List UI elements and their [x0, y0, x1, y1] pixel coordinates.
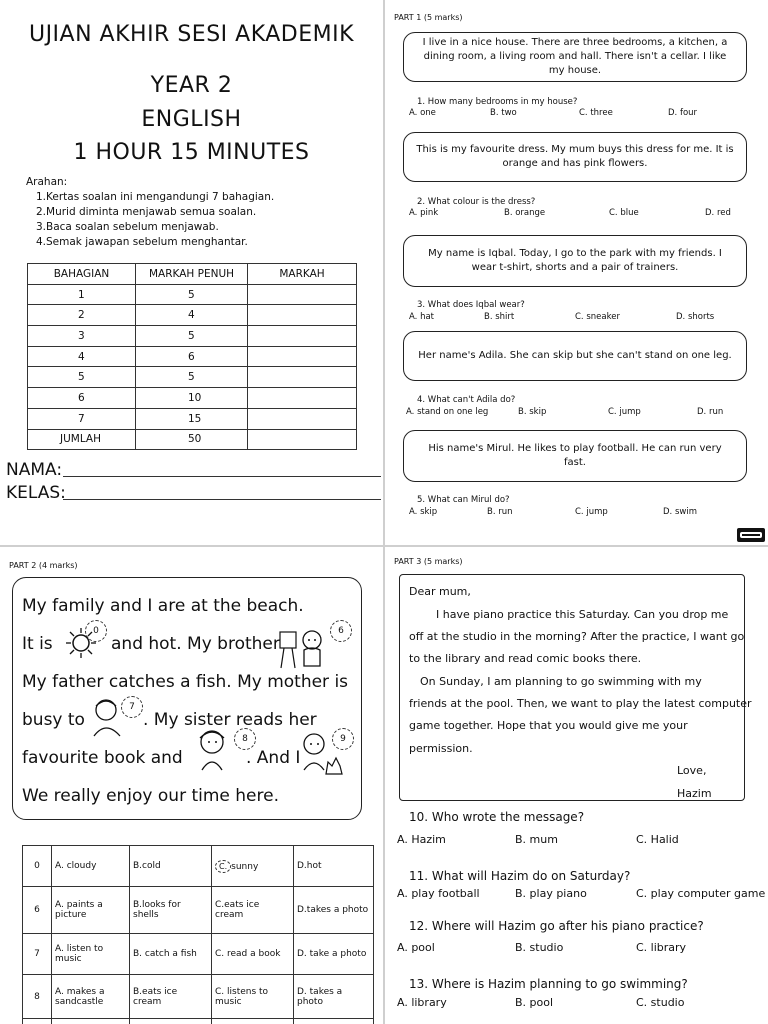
picture-number: 8 — [234, 728, 256, 750]
story-line — [22, 710, 85, 730]
cell-bahagian: 6 — [28, 388, 136, 409]
option-a[interactable]: A. cloudy — [52, 846, 130, 887]
nama-line — [63, 476, 381, 477]
story-text: . And I — [246, 748, 301, 768]
question-text: 13. Where is Hazim planning to go swimming? — [409, 977, 688, 991]
option-b[interactable]: B. play piano — [515, 887, 587, 900]
instruction-item: 2.Murid diminta menjawab semua soalan. — [36, 206, 257, 218]
table-row — [23, 887, 374, 934]
picture-number: 7 — [121, 696, 143, 718]
instructions-heading: Arahan: — [26, 176, 68, 188]
instruction-item: 3.Baca soalan sebelum menjawab. — [36, 221, 219, 233]
duration-label: 1 HOUR 15 MINUTES — [73, 140, 310, 165]
table-row — [23, 846, 374, 887]
option-d[interactable]: D. shorts — [676, 312, 715, 322]
option-c[interactable]: C. sneaker — [575, 312, 620, 322]
table-row — [28, 367, 357, 388]
table-row — [28, 408, 357, 429]
story-text: busy to — [22, 710, 85, 730]
cell-bahagian: 5 — [28, 367, 136, 388]
instructions — [26, 175, 274, 250]
cell-bahagian: 3 — [28, 326, 136, 347]
logo-mark-icon — [739, 530, 763, 540]
part2-options-table — [22, 845, 374, 1024]
cell-markah[interactable] — [248, 305, 357, 326]
picture-number: 9 — [332, 728, 354, 750]
subject-label: ENGLISH — [141, 107, 242, 132]
nama-label: NAMA: — [6, 460, 63, 480]
score-table-header — [28, 264, 357, 285]
cell-number: 0 — [23, 846, 52, 887]
table-row — [23, 1019, 374, 1024]
part2-label: PART 2 (4 marks) — [9, 561, 78, 570]
option-c[interactable]: C. jump — [575, 507, 608, 517]
cell-bahagian: 7 — [28, 408, 136, 429]
cell-markah-penuh: 10 — [136, 388, 248, 409]
option-a[interactable]: A. library — [397, 996, 447, 1009]
passage-box: I live in a nice house. There are three bedrooms, a kitchen, a dining room, a living room and hall. There isn't a cellar. I like my house. — [403, 32, 747, 82]
header-markah: MARKAH — [248, 264, 357, 285]
question-text: 3. What does Iqbal wear? — [417, 300, 525, 310]
option-c[interactable]: C. blue — [609, 208, 639, 218]
cell-markah[interactable] — [248, 388, 357, 409]
option-b[interactable]: B. skip — [518, 407, 547, 417]
option-c[interactable]: C.eats ice cream — [212, 887, 294, 934]
passage-box: Her name's Adila. She can skip but she can't stand on one leg. — [403, 331, 747, 381]
option-a[interactable]: A. pool — [397, 941, 435, 954]
cell-markah-penuh: 15 — [136, 408, 248, 429]
cell-total: 50 — [136, 429, 248, 450]
option-c[interactable]: C. Halid — [636, 833, 679, 846]
option-b[interactable]: B. pool — [515, 996, 554, 1009]
passage-box: His name's Mirul. He likes to play football. He can run very fast. — [403, 430, 747, 482]
cell-markah-penuh: 5 — [136, 284, 248, 305]
cell-markah[interactable] — [248, 346, 357, 367]
story-line: My father catches a fish. My mother is — [22, 672, 349, 692]
letter-signature: Hazim — [677, 787, 712, 800]
table-row — [28, 326, 357, 347]
option-c[interactable]: C. studio — [636, 996, 685, 1009]
instruction-item: 4.Semak jawapan sebelum menghantar. — [36, 236, 248, 248]
option-c[interactable] — [212, 846, 294, 887]
letter-closing: Love, — [677, 764, 707, 777]
cell-markah[interactable] — [248, 284, 357, 305]
nama-field[interactable] — [6, 460, 62, 480]
option-b[interactable]: B. orange — [504, 208, 546, 218]
cell-jumlah: JUMLAH — [28, 429, 136, 450]
horizontal-divider — [0, 545, 768, 547]
option-d[interactable]: D. take a photo — [294, 934, 374, 975]
letter-line: game together. Hope that you would give me your — [409, 719, 688, 732]
option-c[interactable]: C. jump — [608, 407, 641, 417]
cell-number: 8 — [23, 975, 52, 1019]
sister-icon — [190, 726, 236, 772]
option-a[interactable]: A. pink — [409, 208, 439, 218]
option-b[interactable]: B. catch a fish — [130, 934, 212, 975]
letter-line: friends at the pool. Then, we want to play the latest computer — [409, 697, 752, 710]
option-a[interactable]: A. makes a sandcastle — [52, 975, 130, 1019]
cell-bahagian: 2 — [28, 305, 136, 326]
cell-markah[interactable] — [248, 408, 357, 429]
option-a[interactable]: A. Hazim — [397, 833, 446, 846]
letter-greeting: Dear mum, — [409, 585, 471, 598]
option-b[interactable]: B. studio — [515, 941, 564, 954]
table-row — [23, 975, 374, 1019]
story-text: It is — [22, 634, 53, 654]
letter-line: I have piano practice this Saturday. Can you drop me — [436, 608, 729, 621]
table-row — [28, 284, 357, 305]
option-a[interactable]: A. stand on one leg — [406, 407, 489, 417]
header-markah-penuh: MARKAH PENUH — [136, 264, 248, 285]
option-b[interactable]: B. mum — [515, 833, 558, 846]
option-d[interactable]: D.hot — [294, 846, 374, 887]
cell-markah[interactable] — [248, 429, 357, 450]
vertical-divider — [383, 0, 385, 1024]
option-d[interactable]: D.takes a photo — [294, 887, 374, 934]
story-text: . My sister reads her — [143, 710, 317, 730]
story-line — [22, 634, 53, 654]
part1-label: PART 1 (5 marks) — [394, 13, 463, 22]
option-a[interactable]: A. skip — [409, 507, 438, 517]
option-a[interactable]: A. play football — [397, 887, 480, 900]
story-text: and hot. My brother — [111, 634, 280, 654]
letter-line: permission. — [409, 742, 473, 755]
table-row — [23, 934, 374, 975]
cell-bahagian: 1 — [28, 284, 136, 305]
question-text: 10. Who wrote the message? — [409, 810, 585, 824]
option-d[interactable]: D. four — [668, 108, 698, 118]
option-a[interactable]: A. one — [409, 108, 436, 118]
cell-markah-penuh: 6 — [136, 346, 248, 367]
year-label: YEAR 2 — [150, 73, 233, 98]
option-b[interactable]: B. shirt — [484, 312, 515, 322]
cell-markah-penuh: 5 — [136, 326, 248, 347]
option-b[interactable]: B.cold — [130, 846, 212, 887]
picture-number: 0 — [85, 620, 107, 642]
option-a[interactable]: A. listen to music — [52, 934, 130, 975]
publisher-logo — [737, 528, 765, 542]
question-text: 5. What can Mirul do? — [417, 495, 510, 505]
cell-number: 7 — [23, 934, 52, 975]
table-row-total — [28, 429, 357, 450]
kelas-label: KELAS: — [6, 483, 66, 503]
cell-markah[interactable] — [248, 367, 357, 388]
question-text: 11. What will Hazim do on Saturday? — [409, 869, 631, 883]
cell-markah-penuh: 5 — [136, 367, 248, 388]
story-line: My family and I are at the beach. — [22, 596, 304, 616]
option-c[interactable]: C. read a book — [212, 934, 294, 975]
option-d[interactable]: D. red — [705, 208, 731, 218]
cell-number: 6 — [23, 887, 52, 934]
option-a[interactable]: A. hat — [409, 312, 434, 322]
score-table — [27, 263, 357, 450]
option-a[interactable]: A. paints a picture — [52, 887, 130, 934]
passage-box: My name is Iqbal. Today, I go to the park with my friends. I wear t-shirt, shorts and a pair of trainers. — [403, 235, 747, 287]
story-line — [22, 748, 183, 768]
table-row — [28, 305, 357, 326]
option-c[interactable]: C. library — [636, 941, 687, 954]
letter-line: On Sunday, I am planning to go swimming with my — [420, 675, 702, 688]
option-b[interactable]: B.looks for shells — [130, 887, 212, 934]
question-text: 2. What colour is the dress? — [417, 197, 536, 207]
exam-title: UJIAN AKHIR SESI AKADEMIK — [28, 22, 355, 47]
table-row — [28, 388, 357, 409]
option-c-label: sunny — [231, 861, 259, 872]
story-line: We really enjoy our time here. — [22, 786, 279, 806]
passage-box: This is my favourite dress. My mum buys this dress for me. It is orange and has pink flowers. — [403, 132, 747, 182]
cell-bahagian: 4 — [28, 346, 136, 367]
header-bahagian: BAHAGIAN — [28, 264, 136, 285]
question-text: 4. What can't Adila do? — [417, 395, 516, 405]
part3-label: PART 3 (5 marks) — [394, 557, 463, 566]
option-c[interactable]: C. play computer game — [636, 887, 766, 900]
picture-number: 6 — [330, 620, 352, 642]
answer-circle: C. — [215, 860, 231, 873]
cell-markah-penuh: 4 — [136, 305, 248, 326]
brother-painting-picture — [276, 624, 332, 676]
painting-boy-icon — [276, 624, 332, 672]
question-text: 1. How many bedrooms in my house? — [417, 97, 578, 107]
option-b[interactable]: B. two — [490, 108, 517, 118]
option-b[interactable]: B. run — [487, 507, 513, 517]
option-c[interactable]: C. three — [579, 108, 613, 118]
option-d[interactable]: D. run — [697, 407, 724, 417]
story-text: favourite book and — [22, 748, 183, 768]
option-d[interactable]: D. swim — [663, 507, 697, 517]
letter-line: to the library and read comic books there. — [409, 652, 642, 665]
option-d[interactable]: D. takes a photo — [294, 975, 374, 1019]
letter-line: off at the studio in the morning? After the practice, I want go — [409, 630, 745, 643]
sister-picture — [190, 726, 236, 776]
table-row — [28, 346, 357, 367]
question-text: 12. Where will Hazim go after his piano practice? — [409, 919, 704, 933]
option-c[interactable]: C. listens to music — [212, 975, 294, 1019]
cell-markah[interactable] — [248, 326, 357, 347]
option-b[interactable]: B.eats ice cream — [130, 975, 212, 1019]
kelas-line — [63, 499, 381, 500]
instruction-item: 1.Kertas soalan ini mengandungi 7 bahagian. — [36, 191, 275, 203]
kelas-field[interactable] — [6, 483, 66, 503]
